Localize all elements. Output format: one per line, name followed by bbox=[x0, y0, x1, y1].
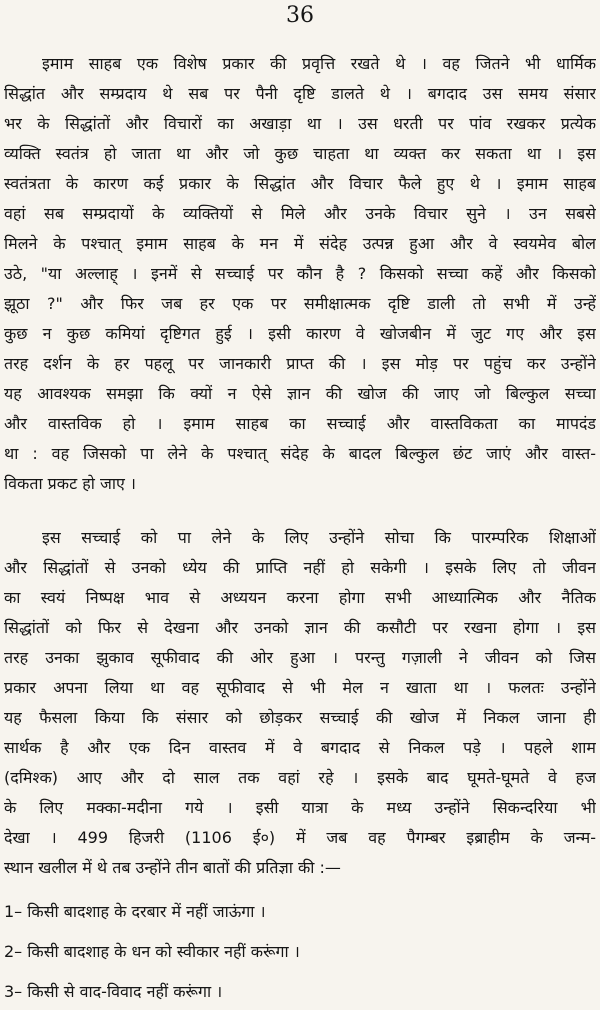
paragraph-line: यह फैसला किया कि संसार को छोड़कर सच्चाई की खोज में निकल जाना ही bbox=[4, 708, 596, 727]
paragraph-line: भर के सिद्धांतों और विचारों का अखाड़ा था । उस धरती पर पांव रखकर प्रत्येक bbox=[4, 114, 596, 133]
list-item: 2– किसी बादशाह के धन को स्वीकार नहीं करूंगा । bbox=[4, 942, 300, 961]
paragraph-line: इस सच्चाई को पा लेने के लिए उन्होंने सोचा कि पारम्परिक शिक्षाओं bbox=[42, 528, 596, 547]
paragraph-line: देखा । 499 हिजरी (1106 ई०) में जब वह पैगम्बर इब्राहीम के जन्म- bbox=[4, 828, 596, 847]
paragraph-line: और सिद्धांतों से उनको ध्येय की प्राप्ति नहीं हो सकेगी । इसके लिए तो जीवन bbox=[4, 558, 596, 577]
list-item: 1– किसी बादशाह के दरबार में नहीं जाऊंगा । bbox=[4, 902, 266, 921]
page-number: 36 bbox=[286, 3, 314, 28]
paragraph-line: सार्थक है और एक दिन वास्तव में वे बगदाद से निकल पड़े । पहले शाम bbox=[4, 738, 596, 757]
paragraph-line: कुछ न कुछ कमियां दृष्टिगत हुई । इसी कारण वे खोजबीन में जुट गए और इस bbox=[4, 324, 596, 343]
paragraph-line: तरह दर्शन के हर पहलू पर जानकारी प्राप्त की । इस मोड़ पर पहुंच कर उन्होंने bbox=[4, 354, 596, 373]
paragraph-line: स्थान खलील में थे तब उन्होंने तीन बातों की प्रतिज्ञा की :— bbox=[4, 858, 341, 877]
paragraph-line: इमाम साहब एक विशेष प्रकार की प्रवृत्ति रखते थे । वह जितने भी धार्मिक bbox=[42, 54, 596, 73]
paragraph-line: वहां सब सम्प्रदायों के व्यक्तियों से मिले और उनके विचार सुने । उन सबसे bbox=[4, 204, 596, 223]
paragraph-line: यह आवश्यक समझा कि क्यों न ऐसे ज्ञान की खोज की जाए जो बिल्कुल सच्चा bbox=[4, 384, 596, 403]
paragraph-line: व्यक्ति स्वतंत्र हो जाता था और जो कुछ चाहता था व्यक्त कर सकता था । इस bbox=[4, 144, 596, 163]
paragraph-line: झूठा ?" और फिर जब हर एक पर समीक्षात्मक दृष्टि डाली तो सभी में उन्हें bbox=[4, 294, 596, 313]
paragraph-line: विकता प्रकट हो जाए । bbox=[4, 474, 136, 493]
list-item: 3– किसी से वाद-विवाद नहीं करूंगा । bbox=[4, 982, 223, 1001]
paragraph-line: सिद्धांतों को फिर से देखना और उनको ज्ञान की कसौटी पर रखना होगा । इस bbox=[4, 618, 596, 637]
paragraph-line: (दमिश्क) आए और दो साल तक वहां रहे । इसके बाद घूमते-घूमते वे हज bbox=[4, 768, 596, 787]
paragraph-line: और वास्तविक हो । इमाम साहब का सच्चाई और वास्तविकता का मापदंड bbox=[4, 414, 596, 433]
paragraph-line: था : वह जिसको पा लेने के पश्चात् संदेह के बादल बिल्कुल छंट जाएं और वास्त- bbox=[4, 444, 596, 463]
paragraph-line: तरह उनका झुकाव सूफीवाद की ओर हुआ । परन्तु गज़ाली ने जीवन को जिस bbox=[4, 648, 596, 667]
paragraph-line: स्वतंत्रता के कारण कई प्रकार के सिद्धांत और विचार फैले हुए थे । इमाम साहब bbox=[4, 174, 596, 193]
paragraph-line: प्रकार अपना लिया था वह सूफीवाद से भी मेल न खाता था । फलतः उन्होंने bbox=[4, 678, 596, 697]
paragraph-line: सिद्धांत और सम्प्रदाय थे सब पर पैनी दृष्टि डालते थे । बगदाद उस समय संसार bbox=[4, 84, 596, 103]
paragraph-line: का स्वयं निष्पक्ष भाव से अध्ययन करना होगा सभी आध्यात्मिक और नैतिक bbox=[4, 588, 596, 607]
paragraph-line: उठे, "या अल्लाह् । इनमें से सच्चाई पर कौन है ? किसको सच्चा कहें और किसको bbox=[4, 264, 596, 283]
paragraph-line: के लिए मक्का-मदीना गये । इसी यात्रा के मध्य उन्होंने सिकन्दरिया भी bbox=[4, 798, 596, 817]
paragraph-line: मिलने के पश्चात् इमाम साहब के मन में संदेह उत्पन्न हुआ और वे स्वयमेव बोल bbox=[4, 234, 596, 253]
